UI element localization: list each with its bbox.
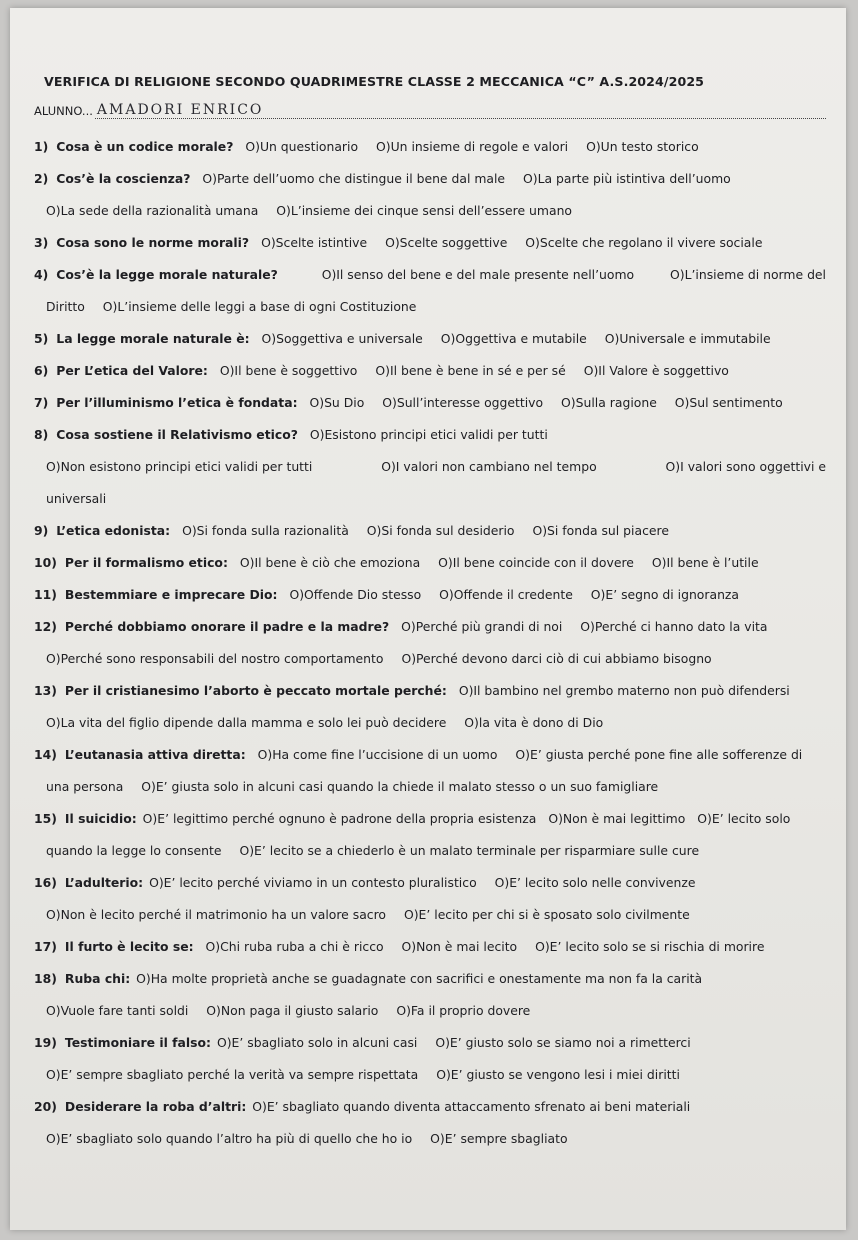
- worksheet-content: [34, 74, 826, 1163]
- question-1: [34, 139, 826, 155]
- question-line: [34, 1035, 826, 1051]
- answer-option[interactable]: O)Perché sono responsabili del nostro comportamento: [46, 651, 384, 666]
- question-2: [34, 171, 826, 219]
- answer-option[interactable]: O)Si fonda sul desiderio: [366, 523, 515, 538]
- question-number: 17): [34, 939, 57, 954]
- answer-option[interactable]: O)La sede della razionalità umana: [46, 203, 259, 218]
- question-14: [34, 747, 826, 795]
- answer-option[interactable]: O)Perché ci hanno dato la vita: [580, 619, 768, 634]
- student-label: ALUNNO...: [34, 104, 93, 118]
- question-line: [34, 875, 826, 891]
- question-5: [34, 331, 826, 347]
- question-line-continued: [46, 1067, 826, 1083]
- question-line-continued: [46, 1003, 826, 1019]
- answer-option[interactable]: O)Il bene è soggettivo: [219, 363, 358, 378]
- answer-option[interactable]: O)Ha molte proprietà anche se guadagnate con sacrifici e onestamente ma non fa la carità: [136, 971, 703, 986]
- answer-option[interactable]: O)L’insieme dei cinque sensi dell’essere umano: [276, 203, 573, 218]
- answer-option[interactable]: O)Chi ruba ruba a chi è ricco: [205, 939, 384, 954]
- answer-option[interactable]: O)Non esistono principi etici validi per tutti: [46, 459, 313, 474]
- question-number: 6): [34, 363, 49, 378]
- question-text: Per L’etica del Valore:: [56, 363, 208, 378]
- answer-option[interactable]: O)Il Valore è soggettivo: [583, 363, 729, 378]
- question-line: [34, 971, 826, 987]
- page-title: VERIFICA DI RELIGIONE SECONDO QUADRIMESTRE CLASSE 2 MECCANICA “C” A.S.2024/2025: [44, 74, 705, 89]
- answer-option[interactable]: O)E’ giusta perché pone fine alle sofferenze di: [515, 747, 803, 762]
- answer-option[interactable]: O)L’insieme delle leggi a base di ogni Costituzione: [102, 299, 417, 314]
- answer-option[interactable]: O)E’ giusto solo se siamo noi a rimetterci: [435, 1035, 691, 1050]
- answer-option[interactable]: O)Il bambino nel grembo materno non può difendersi: [458, 683, 790, 698]
- answer-option[interactable]: O)Sull’interesse oggettivo: [382, 395, 544, 410]
- question-line-continued: [46, 203, 826, 219]
- question-text: Cosa sono le norme morali?: [56, 235, 250, 250]
- question-number: 8): [34, 427, 49, 442]
- answer-option[interactable]: O)Esistono principi etici validi per tutti: [309, 427, 548, 442]
- answer-option[interactable]: O)Vuole fare tanti soldi: [46, 1003, 189, 1018]
- question-line: [34, 395, 826, 411]
- question-text: Cos’è la coscienza?: [56, 171, 191, 186]
- answer-option[interactable]: O)Si fonda sulla razionalità: [182, 523, 349, 538]
- answer-option[interactable]: O)Il bene è l’utile: [651, 555, 759, 570]
- student-row: [34, 102, 826, 119]
- question-text: Desiderare la roba d’altri:: [64, 1099, 247, 1114]
- answer-option[interactable]: O)Offende il credente: [439, 587, 573, 602]
- question-line-continued: [46, 299, 826, 315]
- answer-option[interactable]: O)Fa il proprio dovere: [396, 1003, 531, 1018]
- answer-option[interactable]: O)I valori non cambiano nel tempo: [381, 459, 597, 474]
- answer-option[interactable]: O)Scelte istintive: [261, 235, 368, 250]
- question-16: [34, 875, 826, 923]
- answer-option[interactable]: O)Il bene coincide con il dovere: [438, 555, 634, 570]
- question-9: [34, 523, 826, 539]
- question-text: Per il formalismo etico:: [64, 555, 228, 570]
- answer-option[interactable]: O)I valori sono oggettivi e: [665, 459, 826, 474]
- answer-option-continued[interactable]: una persona: [46, 779, 124, 794]
- question-number: 5): [34, 331, 49, 346]
- question-line: [34, 747, 826, 763]
- answer-option[interactable]: O)Si fonda sul piacere: [532, 523, 669, 538]
- answer-option[interactable]: O)E’ legittimo perché ognuno è padrone della propria esistenza: [142, 811, 537, 826]
- question-13: [34, 683, 826, 731]
- question-8: [34, 427, 826, 507]
- question-10: [34, 555, 826, 571]
- question-line: [34, 427, 826, 443]
- question-number: 9): [34, 523, 49, 538]
- question-line-continued: [46, 1131, 826, 1147]
- question-number: 13): [34, 683, 57, 698]
- question-line-continued: [46, 651, 826, 667]
- question-line: [34, 683, 826, 699]
- question-line-continued: [46, 907, 826, 923]
- answer-option[interactable]: O)La vita del figlio dipende dalla mamma e solo lei può decidere: [46, 715, 447, 730]
- answer-option[interactable]: O)Un insieme di regole e valori: [376, 139, 569, 154]
- question-line: [34, 811, 826, 827]
- answer-option[interactable]: O)Parte dell’uomo che distingue il bene dal male: [202, 171, 506, 186]
- question-line: [34, 235, 826, 251]
- answer-option[interactable]: O)Perché devono darci ciò di cui abbiamo bisogno: [401, 651, 712, 666]
- answer-option[interactable]: O)la vita è dono di Dio: [464, 715, 604, 730]
- answer-option[interactable]: O)Perché più grandi di noi: [401, 619, 563, 634]
- answer-option[interactable]: O)Non è lecito perché il matrimonio ha un valore sacro: [46, 907, 386, 922]
- question-number: 1): [34, 139, 49, 154]
- answer-option[interactable]: O)E’ giusta solo in alcuni casi quando la chiede il malato stesso o un suo famigliare: [141, 779, 659, 794]
- answer-option[interactable]: O)Il bene è ciò che emoziona: [239, 555, 421, 570]
- answer-option[interactable]: O)E’ sbagliato solo quando l’altro ha più di quello che ho io: [46, 1131, 413, 1146]
- question-text: Cos’è la legge morale naturale?: [56, 267, 278, 282]
- question-6: [34, 363, 826, 379]
- answer-option[interactable]: O)E’ lecito solo: [697, 811, 791, 826]
- question-number: 10): [34, 555, 57, 570]
- question-line: [34, 619, 826, 635]
- question-15: [34, 811, 826, 859]
- answer-option[interactable]: O)Soggettiva e universale: [261, 331, 423, 346]
- answer-option[interactable]: O)Oggettiva e mutabile: [440, 331, 587, 346]
- question-7: [34, 395, 826, 411]
- question-line: [34, 267, 826, 283]
- question-line: [34, 1099, 826, 1115]
- answer-option[interactable]: O)E’ lecito se a chiederlo è un malato terminale per risparmiare sulle cure: [239, 843, 700, 858]
- question-line: [34, 939, 826, 955]
- question-line-continued: [46, 843, 826, 859]
- answer-option[interactable]: O)E’ segno di ignoranza: [590, 587, 740, 602]
- question-text: Perché dobbiamo onorare il padre e la madre?: [64, 619, 390, 634]
- question-line: [34, 139, 826, 155]
- question-number: 15): [34, 811, 57, 826]
- question-number: 12): [34, 619, 57, 634]
- question-line-continued: [46, 715, 826, 731]
- answer-option[interactable]: O)E’ sempre sbagliato perché la verità va sempre rispettata: [46, 1067, 419, 1082]
- question-text: L’eutanasia attiva diretta:: [64, 747, 246, 762]
- answer-option[interactable]: O)Sulla ragione: [561, 395, 657, 410]
- answer-option[interactable]: O)Non è mai lecito: [401, 939, 518, 954]
- question-text: Bestemmiare e imprecare Dio:: [64, 587, 278, 602]
- question-number: 3): [34, 235, 49, 250]
- question-20: [34, 1099, 826, 1147]
- question-11: [34, 587, 826, 603]
- answer-option[interactable]: O)E’ giusto se vengono lesi i miei diritti: [436, 1067, 680, 1082]
- answer-option-continued[interactable]: Diritto: [46, 299, 85, 314]
- question-number: 11): [34, 587, 57, 602]
- question-text: Il suicidio:: [64, 811, 137, 826]
- question-text: L’etica edonista:: [56, 523, 171, 538]
- question-line: [34, 555, 826, 571]
- answer-option[interactable]: O)Non paga il giusto salario: [206, 1003, 379, 1018]
- question-number: 18): [34, 971, 57, 986]
- question-line: [34, 171, 826, 187]
- answer-option[interactable]: O)Scelte soggettive: [385, 235, 508, 250]
- question-4: [34, 267, 826, 315]
- question-18: [34, 971, 826, 1019]
- question-number: 4): [34, 267, 49, 282]
- question-number: 7): [34, 395, 49, 410]
- question-line-continued: [46, 779, 826, 795]
- answer-option[interactable]: O)Su Dio: [309, 395, 365, 410]
- question-line: [34, 587, 826, 603]
- question-3: [34, 235, 826, 251]
- question-number: 16): [34, 875, 57, 890]
- question-line: [34, 363, 826, 379]
- question-text: Cosa sostiene il Relativismo etico?: [56, 427, 298, 442]
- answer-option[interactable]: O)Universale e immutabile: [604, 331, 771, 346]
- answer-option[interactable]: O)Scelte che regolano il vivere sociale: [525, 235, 763, 250]
- question-number: 20): [34, 1099, 57, 1114]
- question-number: 14): [34, 747, 57, 762]
- question-text: Il furto è lecito se:: [64, 939, 194, 954]
- worksheet-page: [10, 8, 846, 1230]
- question-number: 19): [34, 1035, 57, 1050]
- answer-option[interactable]: O)E’ lecito solo se si rischia di morire: [535, 939, 765, 954]
- question-line: [34, 523, 826, 539]
- student-name-field[interactable]: AMADORI ENRICO: [95, 102, 826, 119]
- answer-option-continued[interactable]: quando la legge lo consente: [46, 843, 222, 858]
- answer-option[interactable]: O)Sul sentimento: [674, 395, 783, 410]
- question-line-continued: [46, 459, 826, 475]
- answer-option[interactable]: O)E’ lecito per chi si è sposato solo civilmente: [403, 907, 690, 922]
- question-line-continued: [46, 491, 826, 507]
- question-text: Ruba chi:: [64, 971, 131, 986]
- answer-option[interactable]: O)Il senso del bene e del male presente nell’uomo: [321, 267, 635, 282]
- question-text: Per l’illuminismo l’etica è fondata:: [56, 395, 298, 410]
- answer-option[interactable]: O)E’ lecito solo nelle convivenze: [494, 875, 696, 890]
- answer-option[interactable]: O)Un questionario: [245, 139, 359, 154]
- answer-option[interactable]: O)E’ lecito perché viviamo in un contesto pluralistico: [149, 875, 477, 890]
- answer-option-continued[interactable]: universali: [46, 491, 107, 506]
- question-19: [34, 1035, 826, 1083]
- answer-option[interactable]: O)E’ sempre sbagliato: [430, 1131, 568, 1146]
- question-line: [34, 331, 826, 347]
- question-number: 2): [34, 171, 49, 186]
- question-text: Testimoniare il falso:: [64, 1035, 211, 1050]
- answer-option[interactable]: O)Offende Dio stesso: [289, 587, 422, 602]
- question-text: La legge morale naturale è:: [56, 331, 250, 346]
- answer-option[interactable]: O)E’ sbagliato solo in alcuni casi: [216, 1035, 418, 1050]
- question-17: [34, 939, 826, 955]
- question-text: L’adulterio:: [64, 875, 144, 890]
- answer-option[interactable]: O)Non è mai legittimo: [548, 811, 686, 826]
- question-text: Per il cristianesimo l’aborto è peccato mortale perché:: [64, 683, 447, 698]
- answer-option[interactable]: O)L’insieme di norme del: [670, 267, 826, 282]
- question-text: Cosa è un codice morale?: [56, 139, 234, 154]
- question-12: [34, 619, 826, 667]
- answer-option[interactable]: O)E’ sbagliato quando diventa attaccamento sfrenato ai beni materiali: [252, 1099, 691, 1114]
- answer-option[interactable]: O)Un testo storico: [586, 139, 699, 154]
- answer-option[interactable]: O)Il bene è bene in sé e per sé: [375, 363, 566, 378]
- answer-option[interactable]: O)La parte più istintiva dell’uomo: [523, 171, 731, 186]
- answer-option[interactable]: O)Ha come fine l’uccisione di un uomo: [257, 747, 498, 762]
